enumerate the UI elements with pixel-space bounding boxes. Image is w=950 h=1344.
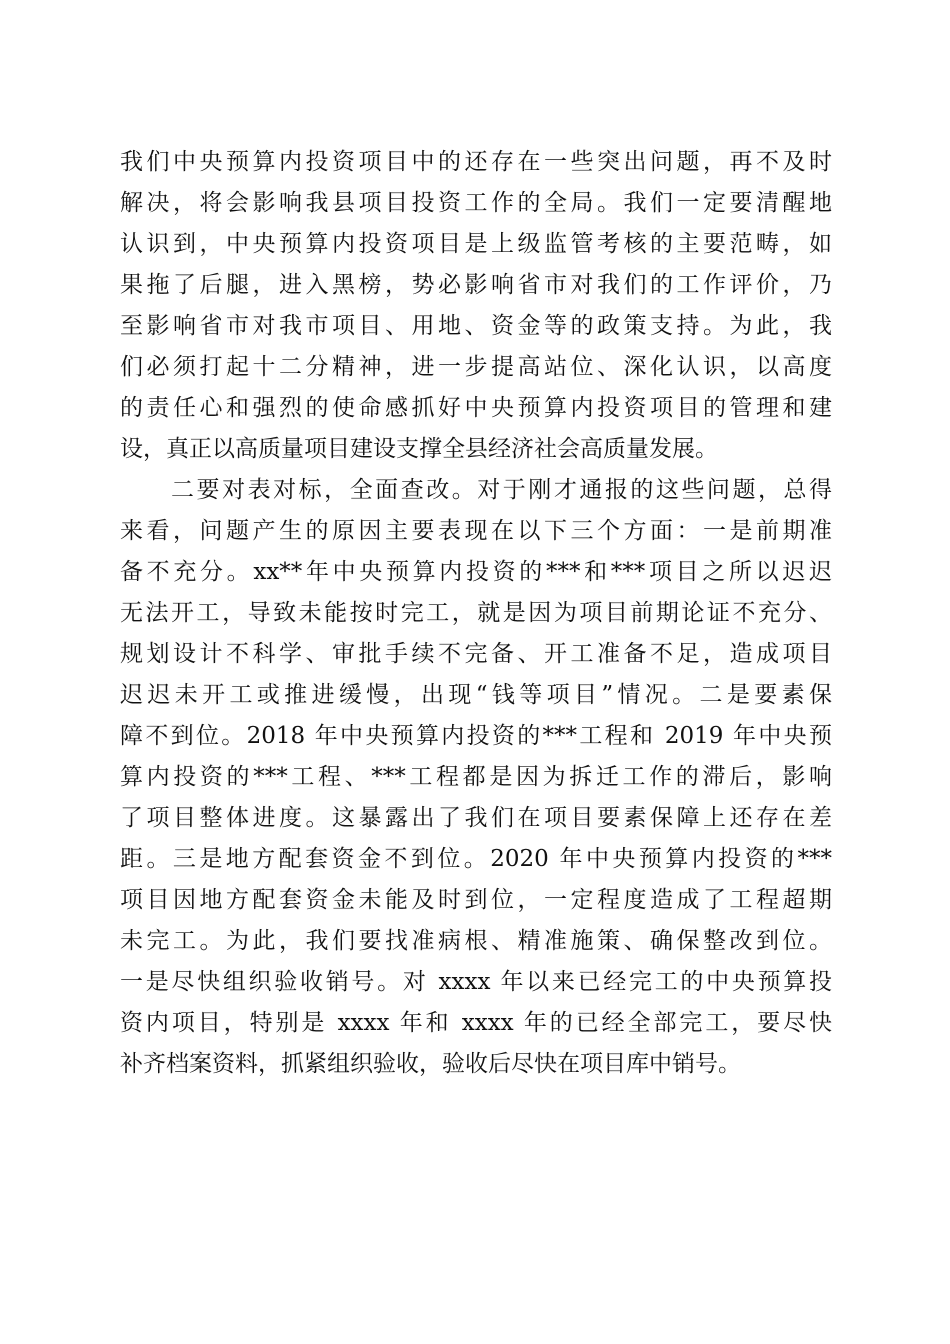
text-line: 资内项目，特别是 xxxx 年和 xxxx 年的已经全部完工，要尽快 <box>120 1010 832 1036</box>
text-line: 来看，问题产生的原因主要表现在以下三个方面：一是前期准 <box>120 518 832 544</box>
text-line: 设，真正以高质量项目建设支撑全县经济社会高质量发展。 <box>120 436 718 462</box>
paragraph-2 <box>120 470 832 1085</box>
text-line: 解决，将会影响我县项目投资工作的全局。我们一定要清醒地 <box>120 190 832 216</box>
paragraph-1 <box>120 142 832 470</box>
text-line: 障不到位。2018 年中央预算内投资的***工程和 2019 年中央预 <box>120 723 832 749</box>
text-line: 补齐档案资料，抓紧组织验收，验收后尽快在项目库中销号。 <box>120 1051 741 1077</box>
text-line: 二要对表对标，全面查改。对于刚才通报的这些问题，总得 <box>120 477 832 503</box>
text-line: 了项目整体进度。这暴露出了我们在项目要素保障上还存在差 <box>120 805 832 831</box>
text-line: 一是尽快组织验收销号。对 xxxx 年以来已经完工的中央预算投 <box>120 969 832 995</box>
text-line: 我们中央预算内投资项目中的还存在一些突出问题，再不及时 <box>120 149 832 175</box>
text-line: 无法开工，导致未能按时完工，就是因为项目前期论证不充分、 <box>120 600 832 626</box>
text-line: 项目因地方配套资金未能及时到位，一定程度造成了工程超期 <box>120 887 832 913</box>
text-line: 认识到，中央预算内投资项目是上级监管考核的主要范畴，如 <box>120 231 832 257</box>
text-line: 们必须打起十二分精神，进一步提高站位、深化认识，以高度 <box>120 354 832 380</box>
text-line: 距。三是地方配套资金不到位。2020 年中央预算内投资的*** <box>120 846 832 872</box>
body-text <box>120 142 832 1085</box>
text-line: 备不充分。xx**年中央预算内投资的***和***项目之所以迟迟 <box>120 559 832 585</box>
text-line: 的责任心和强烈的使命感抓好中央预算内投资项目的管理和建 <box>120 395 832 421</box>
text-line: 未完工。为此，我们要找准病根、精准施策、确保整改到位。 <box>120 928 832 954</box>
text-line: 算内投资的***工程、***工程都是因为拆迁工作的滞后，影响 <box>120 764 832 790</box>
text-line: 迟迟未开工或推进缓慢，出现“钱等项目”情况。二是要素保 <box>120 682 832 708</box>
text-line: 规划设计不科学、审批手续不完备、开工准备不足，造成项目 <box>120 641 832 667</box>
text-line: 果拖了后腿，进入黑榜，势必影响省市对我们的工作评价，乃 <box>120 272 832 298</box>
text-line: 至影响省市对我市项目、用地、资金等的政策支持。为此，我 <box>120 313 832 339</box>
